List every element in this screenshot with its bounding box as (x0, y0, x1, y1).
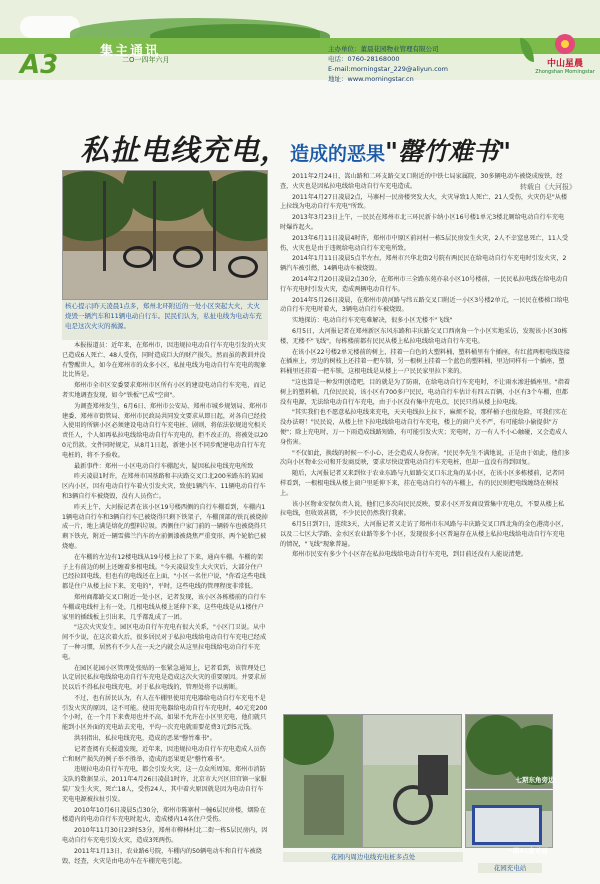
paragraph: 违规拉电动自行车充电，都会引发火灾，这一点众所周知。郑州市消防支队的数据显示，2011年4月26日凌晨1时许，北京市大兴区旧宫镇一家服装厂发生火灾，死亡18人，受伤24人，其中着火原因就是因为电动自行车充电电源被拉扯引发。 (62, 766, 267, 803)
paragraph: 记者查阅有关报道发现，近年来，因违规拉电动自行车充电造成人员伤亡和财产损失的例子举不胜举，造成的恶果更是"罄竹难书"。 (62, 745, 266, 763)
paragraph: 2014年5月26日凌晨，在郑州市黄河路与纬五路交叉口附近一小区3号楼2单元，一民民在楼梯口给电动自行车充电时着火，3辆电动自行车被烧毁。 (280, 296, 569, 314)
paragraph: 实地探访：电动自行车充电难解决，很多小区无楼不"飞线" (292, 317, 453, 325)
flower-icon (555, 34, 575, 54)
bike-charging-photo (362, 714, 462, 848)
paragraph: 6月5日到7日，连续3天，大河报记者又走访了郑州市东风路与丰庆路交叉口西北角的金色港湾小区，以及二七区大学路、金水区农业路等多个小区，发现很多小区普遍存在从楼上私拉电线给电动自行车充电的情况，"飞线"现象普遍。 (280, 521, 568, 548)
paragraph: 2014年2月20日凌晨2点30分，在郑州市三全路东苑亦泉小区10号楼前，一民民私拉电线在给电动自行车充电时引发火灾，造成两辆电动自行车。 (280, 275, 569, 293)
logo-subtext: Zhongshan Morningstar (535, 69, 595, 75)
paragraph: 随后，大河报记者又来到位于农业东路与九如路交叉口东北角的某小区，在该小区多栋楼前，记者同样看到，一根根电线从楼上窗户里延伸下来，挂在电动自行车的车棚上，有的民民则把电线缠绕在树枝上。 (280, 470, 565, 497)
paragraph: "这也算是一种发明创造吧，目的就是为了防雨，在给电动自行车充电时，不让雨水渗进插座里。"指着树上的塑料桶，几位民民说，该小区有700多户民民，电动自行车估计有四五百辆，小区有3个车棚，但都没有电源，无法给电动自行车充电，由于小区没有集中充电点，民民只得从楼上拉电线。 (280, 378, 570, 406)
photo-caption: 花园内周边电线充电桩多点处 (283, 852, 463, 862)
photo-caption: 一期41座对面 (506, 847, 548, 855)
paragraph: 2013年3月23日上午，一民民在郑州市北三环民新卡纳小区16号楼1单元3楼北厕给电动自行车充电时爆炸起火。 (280, 214, 565, 231)
contact-line: E-mail:morningstar_229@aliyun.com (328, 65, 448, 73)
paragraph: 2010年11月30日23时53分，郑州市柳林村北二街一栋5层民房内，因电动自行车充电引发火灾，造成3死两伤。 (62, 827, 268, 845)
paragraph: 2011年4月27日凌晨2点，马寨村一民房楼突发大火，火灾导致1人死亡、21人受伤，火灾仍是"从楼上拉线为电动自行车充电"所致。 (280, 193, 568, 211)
photo-caption: 七期东角旁边 (515, 776, 555, 784)
fire-scene-photo (62, 170, 268, 300)
paragraph: "其实我们也不愿意私拉电线来充电，天天电线拉上拉下，麻烦不说，那样桶子也很危险，可我们实在没办法呀！"民民说，从楼上往下拉电线给电动自行车充电，楼上的窗户关不严，有可能给小偷提供"方便"；除上充电时，万一下雨造成线路短路，有可能引发火灾；充电时，万一有人不小心触碰，又会造成人身伤害。 (280, 409, 568, 446)
paragraph: 洪羽指出，私拉电线充电，造成的恶果"罄竹难书"。 (74, 735, 216, 743)
paragraph: 为调查郑州发生，6月6日、郑州市公安局、郑州市城乡规划局、郑州市建委、郑州市街管局、郑州市民政局共同发文要求从即日起，对各自已经投入使用的所辖小区必须建设电动自行车充电桩、剧则，将依法依规追究相关责任人，个人如再私拉电线给电动自行车充电的，拒不改正的，将被处以200元罚款。文件同时规定，从8月1日起，新建小区不同步配建电动自行车充电桩的，将不予验收。 (62, 402, 268, 459)
paragraph: 郑州市全市区安委要求郑州市区所有小区的建设电动自行车充电，而记者实地调查发现，如今"铁板"已成"空窗"。 (62, 382, 266, 399)
contact-line: 主办单位：董晨花园物业管理有限公司 (328, 45, 439, 53)
paragraph: "这次火灾发生，园区电动自行车充电有很大关系，"小区门卫说。从中间不少说，在这次着火后，很多居民对于私拉电线给电动自行车充电已经成了一种习惯，居然有不少人在一天之内就会从这里拉电线给电动自行车充电。 (62, 624, 267, 661)
paragraph: 在园区花园小区管理处张贴的一张紧急通知上，记者看到，该管理处已认定居民私拉电线给电动自行车充电是造成这次火灾的重要原因。并要求居民以后不得私拉电线充电，对于私拉电线的，管理处将予以剪断。 (62, 664, 267, 692)
headline-emphasis: "罄竹难书" (385, 137, 512, 166)
contact-block (328, 44, 528, 84)
paragraph: 该小区物业安保负责人说，他们已多次向民民反映，要求小区开发商设置集中充电点，不要从楼上私拉电线，但收效甚微，不少民民仍然我行我素。 (280, 500, 565, 518)
column-date: 二O一四年六月 (122, 56, 170, 64)
contact-line: 电话：0760-28168000 (328, 55, 400, 63)
page-number: A3 (20, 50, 59, 80)
byline: 转载自《大河报》 (520, 183, 576, 191)
page-header (0, 0, 600, 83)
paragraph: 2011年2月24日，嵩山路和二环支路交叉口附近的中铁七局家属院，30多辆电动车被烧成废铁，经查，火灾也是因私拉电线给电动自行车充电造成。 (280, 173, 563, 190)
paragraph: 在该小区22号楼2单元楼前的树上，挂着一白色的大塑料桶，塑料桶里有个插座，有红蓝两根电线连接在插座上，旁边的树枝上还挂着一把车锁，另一根树上挂着一个蓝色的塑料桶，里边同样有一个插座，塑料桶里还挂着一把车锁，这根电线是从楼上一户民民家里拉下来的。 (280, 348, 570, 376)
paragraph: 昨天上午，大河报记者在该小区19号楼西侧的自行车棚看到，车棚内11辆电动自行车和3辆自行车已被烧得只剩下铁架子，车棚顶部的铁瓦被烧掉成一片，地上满是熔化的塑料垃圾。西侧住户家门前的一辆轿车也被烧得只剩下铁壳，附近一辆雪佛兰汽车的左前侧漆被烧焦严重变形，两个轮胎已被烧瘪。 (62, 503, 268, 550)
headline-main: 私扯电线充电， (80, 133, 291, 167)
headline-sub: 造成的恶果 (290, 143, 386, 165)
paragraph: 郑州商都路交叉口附近一处小区，记者发现，该小区各栋楼前的自行车车棚或电线杆上有一处，几根电线从楼上延伸下来，这些电线是从1楼住户家里的插线板上引出来，几乎都乱成了一团。 (62, 593, 266, 621)
photo-caption: 核心提示|昨天凌晨1点多，郑州北环附近的一处小区突起大火，大火烧毁一辆汽车和11辆电动自行车。民民们认为，私扯电线为电动车充电是这次火灾的祸源。 (62, 300, 268, 340)
brand-logo (535, 34, 595, 74)
column-title: 集主通讯 (100, 43, 161, 58)
paragraph: 6月5日，大河报记者在郑州新区东风东路和丰庆路交叉口西南角一个小区实地采访，发现该小区30栋楼，无楼不"飞线"，每栋楼前都有民民从楼上私拉电线给电动自行车充电。 (280, 327, 568, 345)
wall-wiring-photo (283, 714, 363, 848)
contact-line: 地址：www.morningstar.cn (328, 75, 414, 83)
paragraph: 在车棚的左边有12楼电线从19号楼上拉了下来，通向车棚。车棚的架子上有前边的树上还缠着多根电线。"今天凌晨发生大火灾后，大部分住户已经拉回电线，但也有的电线还在上面，"小区一名住户说，"你看这些电线都是住户从楼上拉下来，充电的"，平时，这些电线的管理程度非常低。 (62, 553, 266, 591)
garden-photo-bottom (465, 790, 553, 848)
photo-caption: 花园充电站 (478, 863, 542, 873)
paragraph: 2014年1月11日凌晨5点半左右，郑州市兴华北街2号院有两民民在给电动自行车充电时引发火灾，2辆汽车被引燃，14辆电动车被烧毁。 (280, 255, 567, 273)
article-column-right (280, 172, 570, 712)
paragraph: 本报报道员：近年来，在郑州市，因违规拉电动自行车充电引发的火灾已造成6人死亡、48人受伤，同时造成巨大的财产损失。然而虽的教训并没有警醒世人，如今在郑州市的众多小区，私扯电线为电动自行车充电的现象比比皆是。 (62, 342, 267, 379)
paragraph: 郑州市民安有多少个小区存在私拉电线给电动自行车充电，到目前还没有人能说清楚。 (292, 551, 528, 559)
paragraph: "不仅如此，换线的时候一不小心，还会造成人身伤害。"民民李先生不满地说，正是由于如此，他们多次向小区物业公司和开发商反映，要求尽快设置电动自行车充电桩，但却一直没有得到回复。 (280, 449, 570, 467)
article-column-left (62, 341, 268, 869)
logo-text: 中山星晨 (546, 59, 583, 69)
paragraph: 昨天凌晨1时许，在郑州市国基路和丰庆路交叉口北200米路东的某园区内小区，因有电动自行车着火引发火灾，致使1辆汽车、11辆电动自行车和3辆自行车被烧毁，没有人员伤亡。 (62, 473, 266, 500)
paragraph: 2013年6月11日凌晨4时许，郑州市中原区前河村一栋5层民房发生火灾，2人不幸窒息死亡，11人受伤，火灾也是由于违规给电动自行车充电所致。 (280, 234, 569, 252)
paragraph: 最新事件：郑州一小区电动自行车棚起火，疑因私拉电线充电所致 (74, 462, 254, 470)
paragraph: 不过，也有居民认为，有人在车棚里使用充电器给电动自行车充电不是引发火灾的原因，这不可能。使用充电器给电动自行车充电时，40元充200个小时，在一个月下来费用也并不高，如果不允许在小区里充电，他们就只能到小区外面的充电站去充电，平均一次充电就需要花费3元到5元钱。 (62, 694, 268, 732)
paragraph: 2010年10月6日凌晨5点30分，郑州市陈寨村一幢6层民房楼，烟险在楼道内的电动自行车充电时起火，造成楼内14名住户受伤。 (62, 806, 266, 824)
paragraph: 2011年1月13日，农业路6号院，车棚内的50辆电动车和自行车被烧毁，经查，火灾是由电动车在车棚充电引起。 (62, 847, 262, 865)
